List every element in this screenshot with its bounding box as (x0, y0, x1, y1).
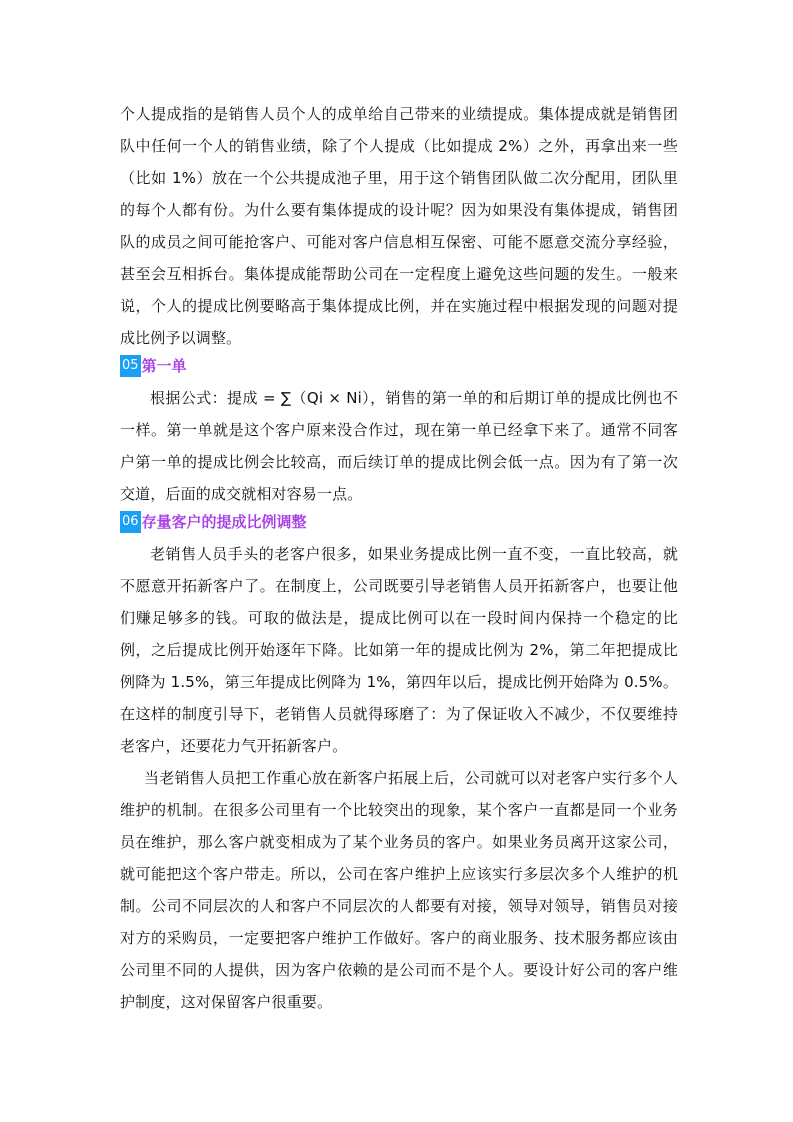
section-heading-06 (120, 510, 678, 534)
section-title: 第一单 (141, 357, 187, 375)
document-page (120, 98, 678, 1018)
section-06-paragraph-2: 当老销售人员把工作重心放在新客户拓展上后，公司就可以对老客户实行多个人维护的机制。在很多公司里有一个比较突出的现象，某个客户一直都是同一个业务员在维护，那么客户就变相成为了某个业务员的客户。如果业务员离开这家公司，就可能把这个客户带走。所以，公司在客户维护上应该实行多层次多个人维护的机制。公司不同层次的人和客户不同层次的人都要有对接，领导对领导，销售员对接对方的采购员，一定要把客户维护工作做好。客户的商业服务、技术服务都应该由公司里不同的人提供，因为客户依赖的是公司而不是个人。要设计好公司的客户维护制度，这对保留客户很重要。 (120, 769, 678, 1011)
intro-paragraph: 个人提成指的是销售人员个人的成单给自己带来的业绩提成。集体提成就是销售团队中任何一个人的销售业绩，除了个人提成（比如提成 2%）之外，再拿出来一些（比如 1%）放在一个公共提成池子里，用于这个销售团队做二次分配用，团队里的每个人都有份。为什么要有集体提成的设计呢？因为如果没有集体提成，销售团队的成员之间可能抢客户、可能对客户信息相互保密、可能不愿意交流分享经验，甚至会互相拆台。集体提成能帮助公司在一定程度上避免这些问题的发生。一般来说，个人的提成比例要略高于集体提成比例，并在实施过程中根据发现的问题对提成比例予以调整。 (120, 105, 678, 347)
section-heading-05 (120, 354, 678, 378)
section-number-badge: 05 (120, 355, 141, 377)
section-05-paragraph-1: 根据公式：提成 = ∑（Qi × Ni），销售的第一单的和后期订单的提成比例也不一样。第一单就是这个客户原来没合作过，现在第一单已经拿下来了。通常不同客户第一单的提成比例会比较高，而后续订单的提成比例会低一点。因为有了第一次交道，后面的成交就相对容易一点。 (120, 389, 678, 503)
section-title: 存量客户的提成比例调整 (141, 513, 307, 531)
section-06-paragraph-1: 老销售人员手头的老客户很多，如果业务提成比例一直不变，一直比较高，就不愿意开拓新客户了。在制度上，公司既要引导老销售人员开拓新客户，也要让他们赚足够多的钱。可取的做法是，提成比例可以在一段时间内保持一个稳定的比例，之后提成比例开始逐年下降。比如第一年的提成比例为 2%，第二年把提成比例降为 1.5%，第三年提成比例降为 1%，第四年以后，提成比例开始降为 0.5%。在这样的制度引导下，老销售人员就得琢磨了：为了保证收入不减少，不仅要维持老客户，还要花力气开拓新客户。 (120, 545, 678, 755)
section-number-badge: 06 (120, 511, 141, 533)
